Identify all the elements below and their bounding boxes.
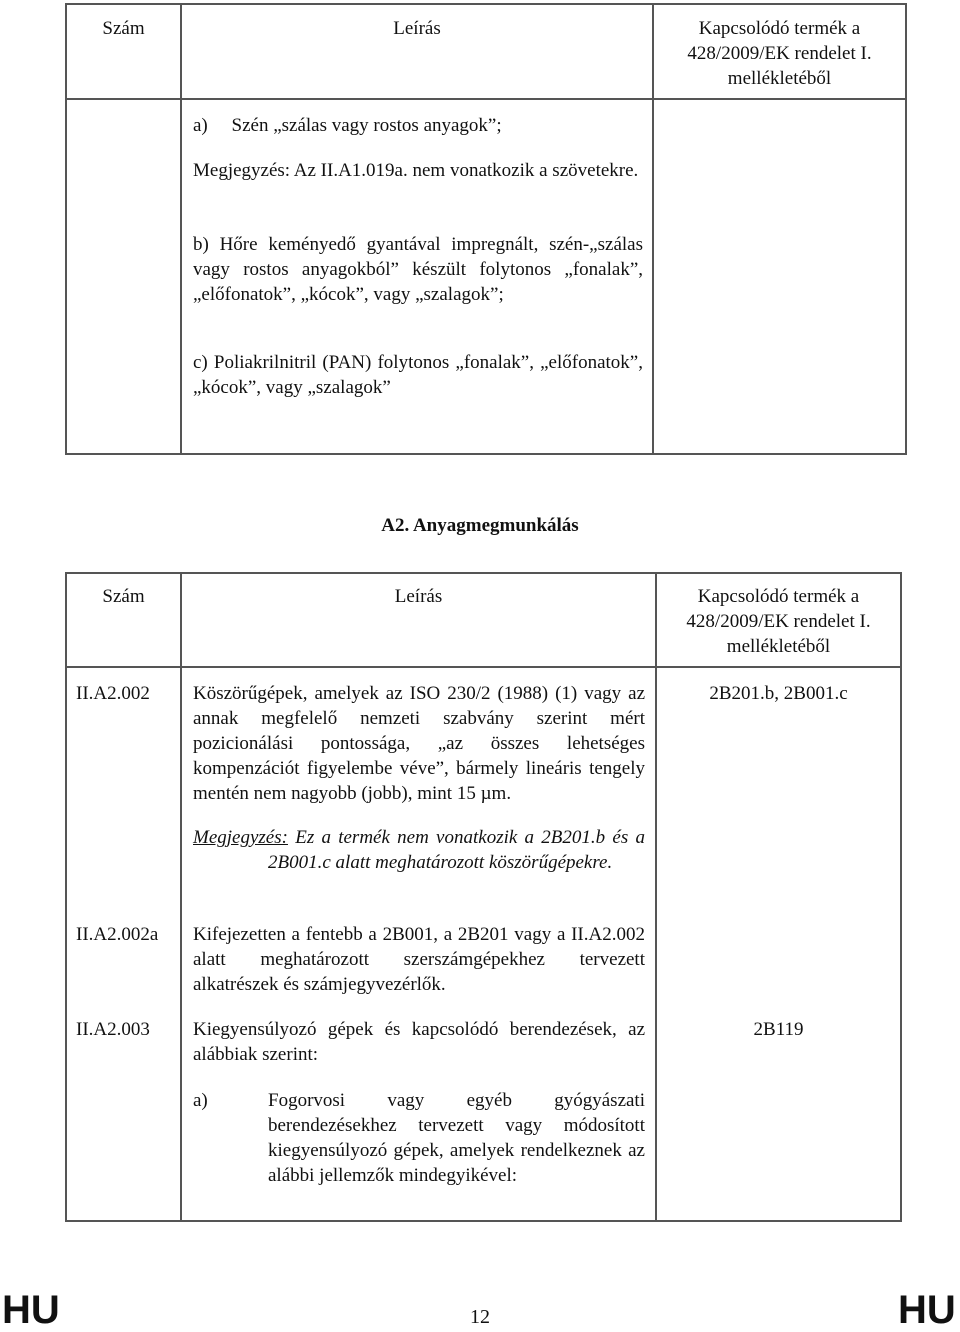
item-b: b) Hőre keményedő gyantával impregnált, szén-„szálas vagy rostos anyagokból” készült folytonos „fonalak”, „előfonatok”, „kócok”, vagy „szalagok”; bbox=[193, 234, 643, 305]
table-1-header-kapcsolodo: Kapcsolódó termék a 428/2009/EK rendelet I. mellékletéből bbox=[687, 18, 872, 89]
note-body: Ez a termék nem vonatkozik a 2B201.b és a 2B001.c alatt meghatározott köszörűgépekre. bbox=[268, 827, 645, 873]
table-2-divider bbox=[180, 572, 182, 1222]
row-number: II.A2.002a bbox=[76, 924, 159, 945]
row-description: Köszörűgépek, amelyek az ISO 230/2 (1988) (1) vagy az annak megfelelő nemzeti szabvány szerint mért pozicionálási pontossága, „az összes lehetséges kompenzációt figyelembe véve”, bármely lineáris tengely mentén nem nagyobb (jobb), mint 15 µm. bbox=[193, 683, 645, 804]
item-c: c) Poliakrilnitril (PAN) folytonos „fonalak”, „előfonatok”, „kócok”, vagy „szalagok” bbox=[193, 352, 643, 398]
row-description: Kifejezetten a fentebb a 2B001, a 2B201 vagy a II.A2.002 alatt meghatározott szerszámgépekhez tervezett alkatrészek és számjegyvezérlők. bbox=[193, 924, 645, 995]
table-1-header-leiras: Leírás bbox=[393, 18, 441, 39]
table-1-divider bbox=[180, 3, 182, 455]
table-2-divider bbox=[655, 572, 657, 1222]
row-note bbox=[193, 825, 645, 875]
row-number: II.A2.003 bbox=[76, 1019, 150, 1040]
footer-language-left: HU bbox=[2, 1288, 60, 1332]
table-2-header-rule bbox=[65, 666, 902, 668]
row-number: II.A2.002 bbox=[76, 683, 150, 704]
sub-item-label: a) bbox=[193, 1090, 208, 1111]
table-2-header-leiras: Leírás bbox=[394, 586, 443, 607]
note-text: Megjegyzés: Az II.A1.019a. nem vonatkozik a szövetekre. bbox=[193, 160, 639, 181]
row-related: 2B119 bbox=[753, 1019, 804, 1040]
row-related: 2B201.b, 2B001.c bbox=[709, 683, 848, 704]
table-2-header-szam: Szám bbox=[102, 586, 145, 607]
item-a: a) Szén „szálas vagy rostos anyagok”; bbox=[193, 115, 502, 136]
table-1-header-szam: Szám bbox=[102, 18, 145, 39]
table-1-header-rule bbox=[65, 98, 907, 100]
footer-language-right: HU bbox=[898, 1288, 956, 1332]
note-label: Megjegyzés: bbox=[193, 827, 288, 848]
row-description: Kiegyensúlyozó gépek és kapcsolódó berendezések, az alábbiak szerint: bbox=[193, 1019, 645, 1065]
section-title: A2. Anyagmegmunkálás bbox=[381, 515, 579, 536]
sub-item-text: Fogorvosi vagy egyéb gyógyászati berendezésekhez tervezett vagy módosított kiegyensúlyozó gépek, amelyek rendelkeznek az alábbi jellemzők mindegyikével: bbox=[268, 1090, 645, 1186]
table-2-header-kapcsolodo: Kapcsolódó termék a 428/2009/EK rendelet I. mellékletéből bbox=[686, 586, 871, 657]
page-number: 12 bbox=[470, 1306, 490, 1328]
